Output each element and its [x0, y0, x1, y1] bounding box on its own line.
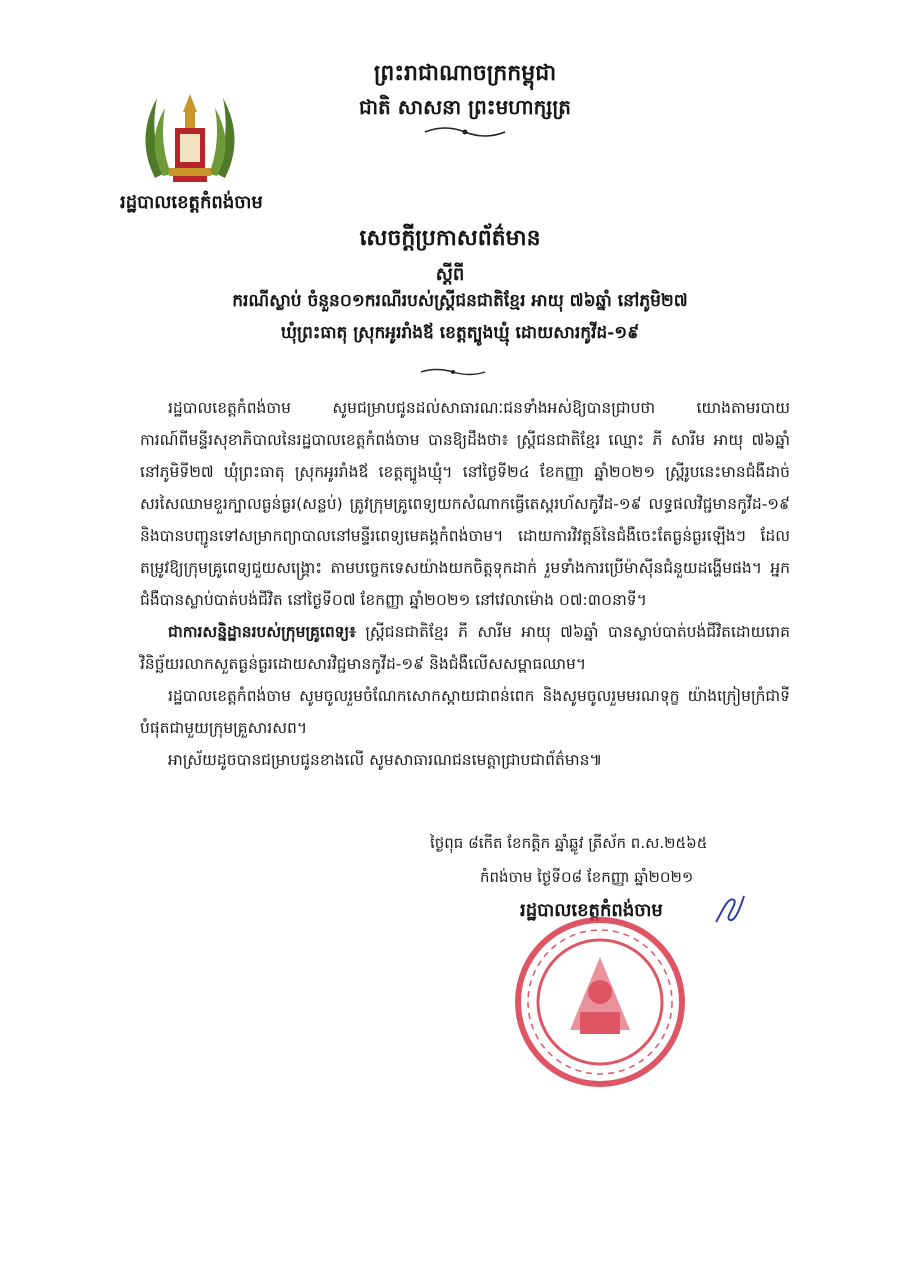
provincial-emblem-icon [135, 88, 245, 188]
conclusion-label: ជាការសន្និដ្ឋានរបស់ក្រុមគ្រូពេទ្យ៖ [168, 623, 356, 641]
announcement-body [140, 392, 790, 776]
kingdom-heading: ព្រះរាជាណាចក្រកម្ពុជា [373, 60, 557, 86]
paragraph-condolence: រដ្ឋបាលខេត្តកំពង់ចាម សូមចូលរួមចំណែកសោកស្តាយជាពន់ពេក និងសូមចូលរួមមរណទុក្ខ យ៉ាងក្រៀមក្រំជាទីបំផុតជាមួយក្រុមគ្រួសារសព។ [140, 687, 790, 737]
issuing-authority: រដ្ឋបាលខេត្តកំពង់ចាម [120, 192, 263, 213]
subject-line-1: ករណីស្លាប់ ចំនួន០១ករណីរបស់ស្ត្រីជនជាតិខ្មែរ អាយុ ៧៦ឆ្នាំ នៅភូមិ២៧ [232, 291, 688, 311]
title-flourish-icon [418, 366, 488, 378]
signature-mark-icon [712, 892, 748, 928]
document-title: សេចក្តីប្រកាសព័ត៌មាន [359, 225, 541, 251]
solar-date: កំពង់ចាម ថ្ងៃទី០៨ ខែកញ្ញា ឆ្នាំ២០២១ [480, 868, 694, 886]
official-stamp-icon [510, 912, 690, 1092]
lunar-date: ថ្ងៃពុធ ៨កើត ខែកត្ដិក ឆ្នាំឆ្លូវ ត្រីស័ក ព.ស.២៥៦៥ [430, 834, 708, 852]
subject-line-2: ឃុំព្រះធាតុ ស្រុកអូររាំងឪ ខេត្តត្បូងឃ្មុំ ដោយសារកូវីដ-១៩ [280, 323, 640, 343]
paragraph-report: រដ្ឋបាលខេត្តកំពង់ចាម សូមជម្រាបជូនដល់សាធារណៈជនទាំងអស់ឱ្យបានជ្រាបថា យោងតាមរបាយការណ៍ពីមន្ទីរសុខាភិបាលនៃរដ្ឋបាលខេត្តកំពង់ចាម បានឱ្យដឹងថា៖ ស្ត្រីជនជាតិខ្មែរ ឈ្មោះ ភី សារីម អាយុ ៧៦ឆ្នាំ នៅភូមិទី២៧ ឃុំព្រះធាតុ ស្រុកអូររាំងឪ ខេត្តត្បូងឃ្មុំ។ នៅថ្ងៃទី២៤ ខែកញ្ញា ឆ្នាំ២០២១ ស្ត្រីរូបនេះមានជំងឺដាច់សរសៃឈាមខួរក្បាលធ្ងន់ធ្ងរ(សន្លប់) ត្រូវក្រុមគ្រូពេទ្យយកសំណាកធ្វើតេស្តរហ័សកូវីដ-១៩ លទ្ធផលវិជ្ជមានកូវីដ-១៩ និងបានបញ្ជូនទៅសម្រាកព្យាបាលនៅមន្ទីរពេទ្យមេគង្គកំពង់ចាម។ ដោយការវិវត្តន៍នៃជំងឺចេះតែធ្ងន់ធ្ងរឡើងៗ ដែលតម្រូវឱ្យក្រុមគ្រូពេទ្យជួយសង្គ្រោះ តាមបច្ចេកទេសយ៉ាងយកចិត្តទុកដាក់ រួមទាំងការប្រើម៉ាស៊ីនជំនួយដង្ហើមផង។ អ្នកជំងឺបានស្លាប់បាត់បង់ជីវិត នៅថ្ងៃទី០៧ ខែកញ្ញា ឆ្នាំ២០២១ នៅវេលាម៉ោង ០៧:៣០នាទី។ [140, 399, 790, 609]
paragraph-conclusion [140, 616, 790, 680]
header-flourish-icon [420, 124, 510, 140]
national-motto: ជាតិ សាសនា ព្រះមហាក្សត្រ [359, 95, 571, 119]
subject-label: ស្តីពី [435, 264, 465, 285]
signer-name: រដ្ឋបាលខេត្តកំពង់ចាម [520, 900, 663, 921]
paragraph-closing: អាស្រ័យដូចបានជម្រាបជូនខាងលើ សូមសាធារណជនមេត្តាជ្រាបជាព័ត៌មាន៕ [168, 751, 603, 769]
conclusion-text: ស្ត្រីជនជាតិខ្មែរ ភី សារីម អាយុ ៧៦ឆ្នាំ បានស្លាប់បាត់បង់ជីវិតដោយរោគវិនិច្ឆ័យរលាកសួតធ្ងន់ធ្ងរដោយសារវិជ្ជមានកូវីដ-១៩ និងជំងឺលើសសម្ពាធឈាម។ [140, 623, 790, 673]
